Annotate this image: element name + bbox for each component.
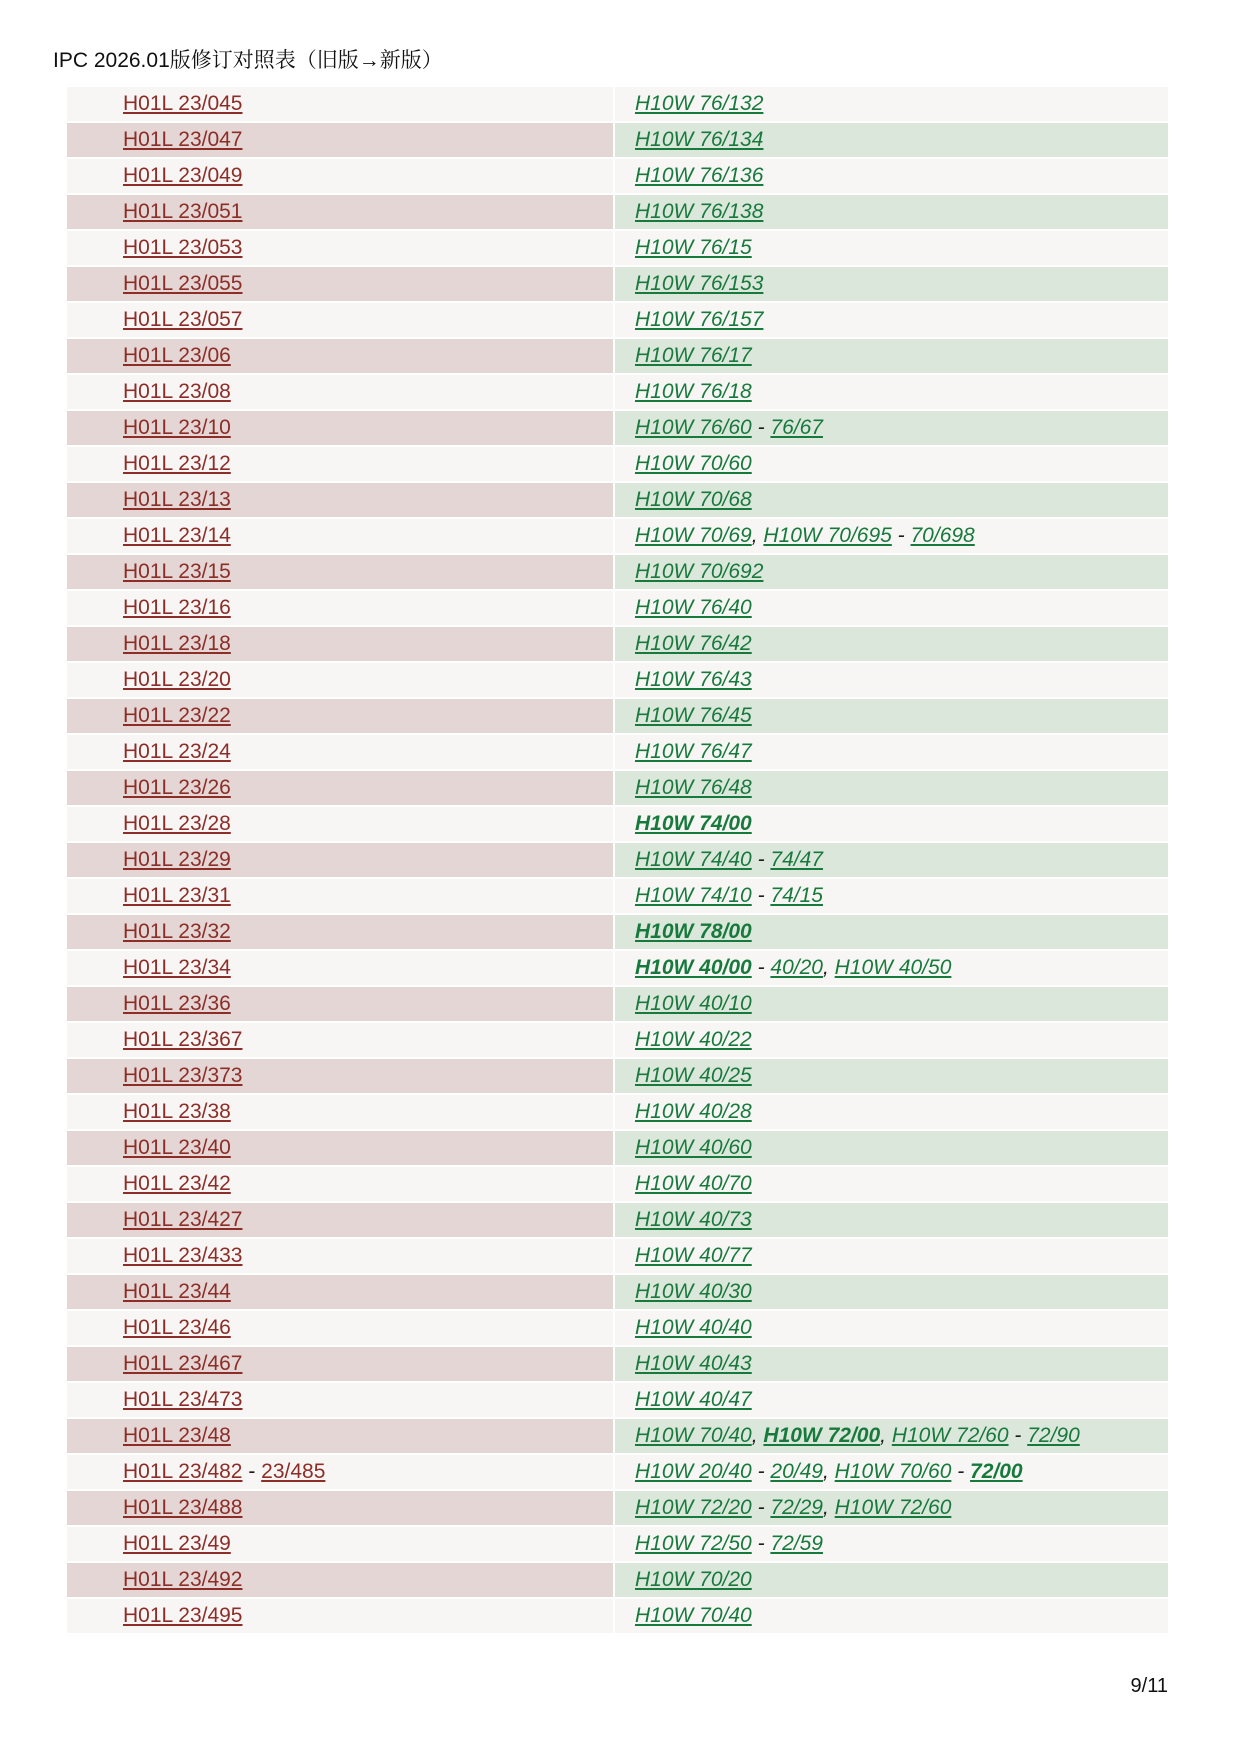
- code-separator: -: [751, 416, 771, 439]
- new-code-link[interactable]: H10W 20/40: [635, 1460, 752, 1483]
- new-code-link[interactable]: 74/15: [770, 884, 823, 907]
- new-code-link[interactable]: H10W 76/157: [635, 308, 764, 331]
- new-code-cell: [615, 951, 1168, 985]
- old-code-cell: [67, 411, 613, 445]
- old-code-link[interactable]: H01L 23/06: [123, 344, 231, 367]
- new-code-cell: [615, 267, 1168, 301]
- old-code-link[interactable]: H01L 23/15: [123, 560, 231, 583]
- code-separator: ,: [822, 956, 835, 979]
- new-code-link[interactable]: 76/67: [770, 416, 823, 439]
- old-code-cell: [67, 1131, 613, 1165]
- new-code-link[interactable]: H10W 70/69: [635, 524, 752, 547]
- old-code-link[interactable]: H01L 23/22: [123, 704, 231, 727]
- new-code-link[interactable]: H10W 72/00: [763, 1424, 881, 1447]
- new-code-cell: [615, 1311, 1168, 1345]
- new-code-cell: [615, 807, 1168, 841]
- new-code-link[interactable]: H10W 76/45: [635, 704, 752, 727]
- new-code-link[interactable]: H10W 70/40: [635, 1604, 752, 1627]
- new-code-link[interactable]: 72/59: [770, 1532, 823, 1555]
- new-code-link[interactable]: H10W 76/47: [635, 740, 752, 763]
- old-code-cell: [67, 87, 613, 121]
- new-code-link[interactable]: H10W 40/77: [635, 1244, 752, 1267]
- new-code-link[interactable]: H10W 74/40: [635, 848, 752, 871]
- old-code-cell: [67, 843, 613, 877]
- old-code-cell: [67, 1059, 613, 1093]
- old-code-cell: [67, 591, 613, 625]
- new-code-cell: [615, 1455, 1168, 1489]
- page-title: IPC 2026.01版修订对照表（旧版→新版）: [53, 49, 443, 72]
- new-code-link[interactable]: H10W 74/00: [635, 812, 752, 835]
- new-code-link[interactable]: H10W 70/20: [635, 1568, 752, 1591]
- old-code-link[interactable]: H01L 23/047: [123, 128, 243, 151]
- old-code-cell: [67, 231, 613, 265]
- new-code-cell: [615, 339, 1168, 373]
- old-code-cell: [67, 483, 613, 517]
- old-code-link[interactable]: H01L 23/10: [123, 416, 231, 439]
- new-code-link[interactable]: 72/00: [970, 1460, 1023, 1483]
- new-code-link[interactable]: 70/698: [910, 524, 975, 547]
- old-code-link[interactable]: H01L 23/49: [123, 1532, 231, 1555]
- new-code-cell: [615, 447, 1168, 481]
- new-code-cell: [615, 1275, 1168, 1309]
- new-code-link[interactable]: H10W 78/00: [635, 920, 752, 943]
- old-code-link[interactable]: H01L 23/495: [123, 1604, 243, 1627]
- new-code-link[interactable]: H10W 76/136: [635, 164, 764, 187]
- new-code-cell: [615, 1527, 1168, 1561]
- code-separator: -: [751, 1496, 771, 1519]
- old-code-link[interactable]: H01L 23/24: [123, 740, 231, 763]
- new-code-cell: [615, 1491, 1168, 1525]
- code-separator: -: [1008, 1424, 1028, 1447]
- old-code-cell: [67, 159, 613, 193]
- new-code-link[interactable]: H10W 74/10: [635, 884, 752, 907]
- old-code-cell: [67, 1311, 613, 1345]
- old-code-cell: [67, 123, 613, 157]
- old-code-cell: [67, 1599, 613, 1633]
- new-code-cell: [615, 627, 1168, 661]
- old-code-cell: [67, 447, 613, 481]
- code-separator: ,: [822, 1460, 835, 1483]
- new-code-link[interactable]: H10W 72/50: [635, 1532, 752, 1555]
- old-code-link[interactable]: H01L 23/48: [123, 1424, 231, 1447]
- old-code-link[interactable]: H01L 23/34: [123, 956, 231, 979]
- new-code-link[interactable]: H10W 40/60: [635, 1136, 752, 1159]
- code-separator: -: [751, 1460, 771, 1483]
- new-code-link[interactable]: H10W 70/60: [834, 1460, 952, 1483]
- new-code-link[interactable]: 72/90: [1027, 1424, 1080, 1447]
- new-code-link[interactable]: H10W 70/40: [635, 1424, 752, 1447]
- new-code-cell: [615, 663, 1168, 697]
- old-code-cell: [67, 1167, 613, 1201]
- old-code-link[interactable]: H01L 23/36: [123, 992, 231, 1015]
- new-code-link[interactable]: H10W 40/43: [635, 1352, 752, 1375]
- new-code-cell: [615, 303, 1168, 337]
- old-code-cell: [67, 663, 613, 697]
- old-code-link[interactable]: H01L 23/26: [123, 776, 231, 799]
- old-code-cell: [67, 1383, 613, 1417]
- old-code-link[interactable]: H01L 23/12: [123, 452, 231, 475]
- old-code-link[interactable]: H01L 23/051: [123, 200, 243, 223]
- page-number: 9/11: [1130, 1675, 1168, 1697]
- old-code-cell: [67, 1527, 613, 1561]
- new-code-link[interactable]: H10W 76/153: [635, 272, 764, 295]
- code-separator: -: [242, 1460, 262, 1483]
- old-code-link[interactable]: H01L 23/08: [123, 380, 231, 403]
- new-code-link[interactable]: 72/29: [770, 1496, 823, 1519]
- code-separator: -: [891, 524, 911, 547]
- new-code-link[interactable]: H10W 76/40: [635, 596, 752, 619]
- new-code-cell: [615, 735, 1168, 769]
- old-code-cell: [67, 375, 613, 409]
- old-code-link[interactable]: H01L 23/42: [123, 1172, 231, 1195]
- new-code-link[interactable]: H10W 40/22: [635, 1028, 752, 1051]
- old-code-cell: [67, 1455, 613, 1489]
- old-code-link[interactable]: H01L 23/46: [123, 1316, 231, 1339]
- new-code-link[interactable]: H10W 76/132: [635, 92, 764, 115]
- new-code-cell: [615, 87, 1168, 121]
- old-code-cell: [67, 951, 613, 985]
- old-code-cell: [67, 1491, 613, 1525]
- new-code-link[interactable]: H10W 76/48: [635, 776, 752, 799]
- old-code-link[interactable]: H01L 23/473: [123, 1388, 243, 1411]
- new-code-cell: [615, 1095, 1168, 1129]
- old-code-link[interactable]: H01L 23/40: [123, 1136, 231, 1159]
- new-code-cell: [615, 195, 1168, 229]
- new-code-link[interactable]: 74/47: [770, 848, 823, 871]
- old-code-link[interactable]: H01L 23/057: [123, 308, 243, 331]
- new-code-cell: [615, 771, 1168, 805]
- new-code-cell: [615, 1347, 1168, 1381]
- new-code-cell: [615, 555, 1168, 589]
- old-code-link[interactable]: H01L 23/20: [123, 668, 231, 691]
- new-code-link[interactable]: H10W 72/20: [635, 1496, 752, 1519]
- old-code-link[interactable]: H01L 23/14: [123, 524, 231, 547]
- new-code-cell: [615, 519, 1168, 553]
- old-code-link[interactable]: H01L 23/053: [123, 236, 243, 259]
- old-code-link[interactable]: H01L 23/427: [123, 1208, 243, 1231]
- old-code-link[interactable]: H01L 23/049: [123, 164, 243, 187]
- new-code-cell: [615, 915, 1168, 949]
- old-code-cell: [67, 987, 613, 1021]
- new-code-cell: [615, 375, 1168, 409]
- new-code-cell: [615, 1419, 1168, 1453]
- new-code-link[interactable]: H10W 72/60: [834, 1496, 952, 1519]
- new-code-cell: [615, 1599, 1168, 1633]
- code-separator: -: [751, 1532, 771, 1555]
- new-code-link[interactable]: H10W 70/60: [635, 452, 752, 475]
- new-code-link[interactable]: H10W 40/50: [834, 956, 952, 979]
- old-code-cell: [67, 1275, 613, 1309]
- old-code-link[interactable]: H01L 23/32: [123, 920, 231, 943]
- new-code-link[interactable]: 20/49: [770, 1460, 823, 1483]
- new-code-cell: [615, 123, 1168, 157]
- old-code-cell: [67, 1347, 613, 1381]
- old-code-link[interactable]: H01L 23/373: [123, 1064, 243, 1087]
- new-code-link[interactable]: H10W 76/15: [635, 236, 752, 259]
- new-code-cell: [615, 231, 1168, 265]
- new-code-link[interactable]: H10W 70/692: [635, 560, 764, 583]
- old-code-link[interactable]: H01L 23/367: [123, 1028, 243, 1051]
- new-code-cell: [615, 1131, 1168, 1165]
- old-code-link[interactable]: H01L 23/28: [123, 812, 231, 835]
- new-code-cell: [615, 483, 1168, 517]
- old-code-cell: [67, 699, 613, 733]
- old-code-link[interactable]: H01L 23/482: [123, 1460, 243, 1483]
- old-code-cell: [67, 303, 613, 337]
- new-code-cell: [615, 1239, 1168, 1273]
- old-code-cell: [67, 879, 613, 913]
- old-code-cell: [67, 771, 613, 805]
- old-code-link[interactable]: H01L 23/44: [123, 1280, 231, 1303]
- old-code-link[interactable]: H01L 23/045: [123, 92, 243, 115]
- new-code-link[interactable]: H10W 76/17: [635, 344, 752, 367]
- old-code-cell: [67, 1419, 613, 1453]
- new-code-link[interactable]: H10W 76/42: [635, 632, 752, 655]
- old-code-cell: [67, 915, 613, 949]
- old-code-cell: [67, 807, 613, 841]
- new-code-cell: [615, 1563, 1168, 1597]
- new-code-cell: [615, 987, 1168, 1021]
- old-code-cell: [67, 1023, 613, 1057]
- new-code-link[interactable]: H10W 40/40: [635, 1316, 752, 1339]
- old-code-link[interactable]: 23/485: [261, 1460, 326, 1483]
- old-code-link[interactable]: H01L 23/488: [123, 1496, 243, 1519]
- code-separator: -: [951, 1460, 971, 1483]
- new-code-link[interactable]: H10W 76/18: [635, 380, 752, 403]
- new-code-link[interactable]: H10W 40/25: [635, 1064, 752, 1087]
- new-code-cell: [615, 699, 1168, 733]
- new-code-cell: [615, 1167, 1168, 1201]
- new-code-link[interactable]: 40/20: [770, 956, 823, 979]
- new-code-link[interactable]: H10W 70/68: [635, 488, 752, 511]
- new-code-link[interactable]: H10W 40/30: [635, 1280, 752, 1303]
- old-code-cell: [67, 555, 613, 589]
- old-code-link[interactable]: H01L 23/055: [123, 272, 243, 295]
- revision-table: [67, 87, 1168, 1633]
- new-code-cell: [615, 1203, 1168, 1237]
- old-code-link[interactable]: H01L 23/16: [123, 596, 231, 619]
- old-code-link[interactable]: H01L 23/31: [123, 884, 231, 907]
- new-code-cell: [615, 411, 1168, 445]
- new-code-link[interactable]: H10W 40/28: [635, 1100, 752, 1123]
- old-code-link[interactable]: H01L 23/18: [123, 632, 231, 655]
- new-code-link[interactable]: H10W 40/70: [635, 1172, 752, 1195]
- new-code-link[interactable]: H10W 76/43: [635, 668, 752, 691]
- new-code-link[interactable]: H10W 40/00: [635, 956, 752, 979]
- old-code-cell: [67, 1203, 613, 1237]
- new-code-link[interactable]: H10W 76/60: [635, 416, 752, 439]
- code-separator: -: [751, 848, 771, 871]
- code-separator: ,: [822, 1496, 835, 1519]
- old-code-link[interactable]: H01L 23/38: [123, 1100, 231, 1123]
- new-code-cell: [615, 1023, 1168, 1057]
- old-code-link[interactable]: H01L 23/433: [123, 1244, 243, 1267]
- old-code-link[interactable]: H01L 23/29: [123, 848, 231, 871]
- old-code-cell: [67, 195, 613, 229]
- new-code-link[interactable]: H10W 70/695: [763, 524, 892, 547]
- old-code-cell: [67, 519, 613, 553]
- old-code-cell: [67, 627, 613, 661]
- code-separator: -: [751, 884, 771, 907]
- old-code-cell: [67, 339, 613, 373]
- new-code-link[interactable]: H10W 40/47: [635, 1388, 752, 1411]
- old-code-cell: [67, 267, 613, 301]
- new-code-cell: [615, 879, 1168, 913]
- new-code-link[interactable]: H10W 72/60: [891, 1424, 1009, 1447]
- old-code-link[interactable]: H01L 23/492: [123, 1568, 243, 1591]
- new-code-cell: [615, 1059, 1168, 1093]
- old-code-cell: [67, 1239, 613, 1273]
- code-separator: -: [751, 956, 771, 979]
- old-code-cell: [67, 1563, 613, 1597]
- new-code-cell: [615, 591, 1168, 625]
- old-code-cell: [67, 735, 613, 769]
- new-code-link[interactable]: H10W 76/134: [635, 128, 764, 151]
- new-code-cell: [615, 159, 1168, 193]
- new-code-cell: [615, 843, 1168, 877]
- code-separator: ,: [751, 524, 764, 547]
- old-code-link[interactable]: H01L 23/467: [123, 1352, 243, 1375]
- new-code-link[interactable]: H10W 76/138: [635, 200, 764, 223]
- code-separator: ,: [751, 1424, 764, 1447]
- code-separator: ,: [880, 1424, 892, 1447]
- old-code-link[interactable]: H01L 23/13: [123, 488, 231, 511]
- new-code-cell: [615, 1383, 1168, 1417]
- new-code-link[interactable]: H10W 40/73: [635, 1208, 752, 1231]
- old-code-cell: [67, 1095, 613, 1129]
- new-code-link[interactable]: H10W 40/10: [635, 992, 752, 1015]
